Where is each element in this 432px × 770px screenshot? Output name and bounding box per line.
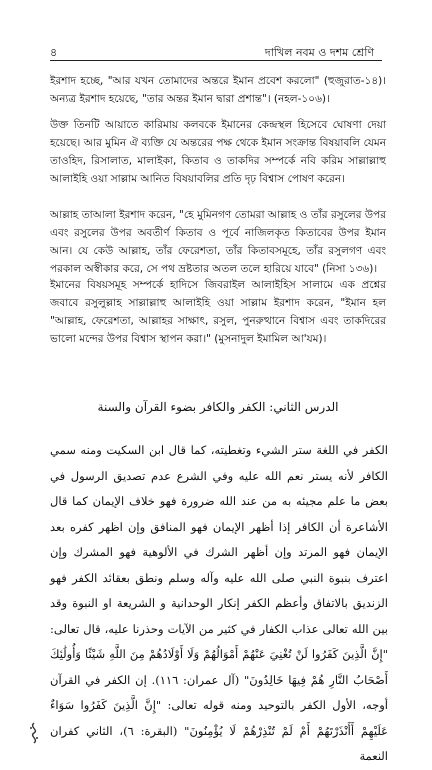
page-header [50,40,382,60]
arabic-lesson-title: الدرس الثاني: الكفر والكافر بضوء القرآن والسنة [97,400,339,414]
arabic-body-text: الكفر في اللغة ستر الشيء وتغطيته، كما قال ابن السكيت ومنه سمي الكافر لأنه يستر نعم الله عليه وفي الشرع عدم تصديق الرسول في بعض ما علم مجيئه به من عند الله ضرورة فهو خلاف الإيمان كما قال الأشاعرة أن الكافر إذا أظهر الإيمان فهو المنافق وإن اظهر كفره بعد الإيمان فهو المرتد وإن أظهر الشرك في الألوهية فهو المشرك وإن اعترف بنبوة النبي صلى الله عليه وآله وسلم ونطق بعقائد الكفر فهو الزنديق بالاتفاق وأعظم الكفر إنكار الوحدانية و الشريعة او النبوة وقد بين الله تعالى عذاب الكفار في كثير من الآيات وحذرنا عليه، قال تعالى: "إِنَّ الَّذِينَ كَفَرُوا لَنْ تُغْنِيَ عَنْهُمْ أَمْوَالُهُمْ وَلَا أَوْلَادُهُمْ مِنَ اللَّهِ شَيْئًا وَأُولَٰئِكَ أَصْحَابُ النَّارِ هُمْ فِيهَا خَالِدُونَ" (آل عمران: ١١٦). إن الكفر في القرآن أوجه، الأول الكفر بالتوحيد ومنه قوله تعالى: "إِنَّ الَّذِينَ كَفَرُوا سَوَاءٌ عَلَيْهِمْ أَأَنْذَرْتَهُمْ أَمْ لَمْ تُنْذِرْهُمْ لَا يُؤْمِنُونَ" (البقرة: ٦)، الثاني كفران النعمة [50,443,389,763]
bengali-paragraph-4: ইমানের বিষয়সমূহ সম্পর্কে হাদিসে জিবরাইল আলাইহিস সালামে এক প্রশ্নের জবাবে রসুলুল্লাহ সাল্লাল্লাহু আলাইহি ওয়া সাল্লাম ইরশাদ করেন, "ইমান হল "আল্লাহ, ফেরেশতা, আল্লাহর সাক্ষাৎ, রসুল, পুনরুত্থানে বিশ্বাস এবং তাকদিরের ভালো মন্দের উপর বিশ্বাস স্থাপন করা।" (মুসনাদুল ইমামিল আ'যম)। [50,279,386,345]
book-title: দাখিল নবম ও দশম শ্রেণি [264,46,374,59]
verse-margin-mark-icon [26,722,42,744]
header-rule [50,60,382,61]
page-number: ৪ [50,46,58,59]
bengali-paragraph-2: উক্ত তিনটি আয়াতে কারিমায় কলবকে ইমানের কেন্দ্রস্থল হিসেবে ঘোষণা দেয়া হয়েছে। আর মুমিন ঐ ব্যক্তি যে অন্তরের পক্ষ থেকে ইমান সংক্রান্ত বিষয়াবলি যেমন তাওহিদ, রিসালাত, মালাইকা, কিতাব ও তাকদির সম্পর্কে নবি করিম সাল্লাল্লাহু আলাইহি ওয়া সাল্লাম আনিত বিষয়াবলির প্রতি দৃঢ় বিশ্বাস পোষণ করেন। [50,119,386,185]
bengali-paragraph-1: ইরশাদ হচ্ছে, "আর যখন তোমাদের অন্তরে ইমান প্রবেশ করলো" (হুজুরাত-১৪)। অন্যত্র ইরশাদ হয়েছে, "তার অন্তর ইমান দ্বারা প্রশান্ত"। (নহল-১০৬)। [50,75,386,105]
bengali-paragraph-3: আল্লাহ তাআলা ইরশাদ করেন, "হে মুমিনগণ তোমরা আল্লাহ ও তাঁর রসুলের উপর এবং রসুলের উপর অবতীর্ণ কিতাব ও পূর্বে নাজিলকৃত কিতাবের উপর ইমান আন। যে কেউ আল্লাহ, তাঁর ফেরেশতা, তাঁর কিতাবসমূহে, তাঁর রসুলগণ এবং পরকাল অস্বীকার করে, সে পথ ভ্রষ্টতার অতল তলে হারিয়ে যাবে" (নিসা ১৩৬)। [50,209,386,275]
